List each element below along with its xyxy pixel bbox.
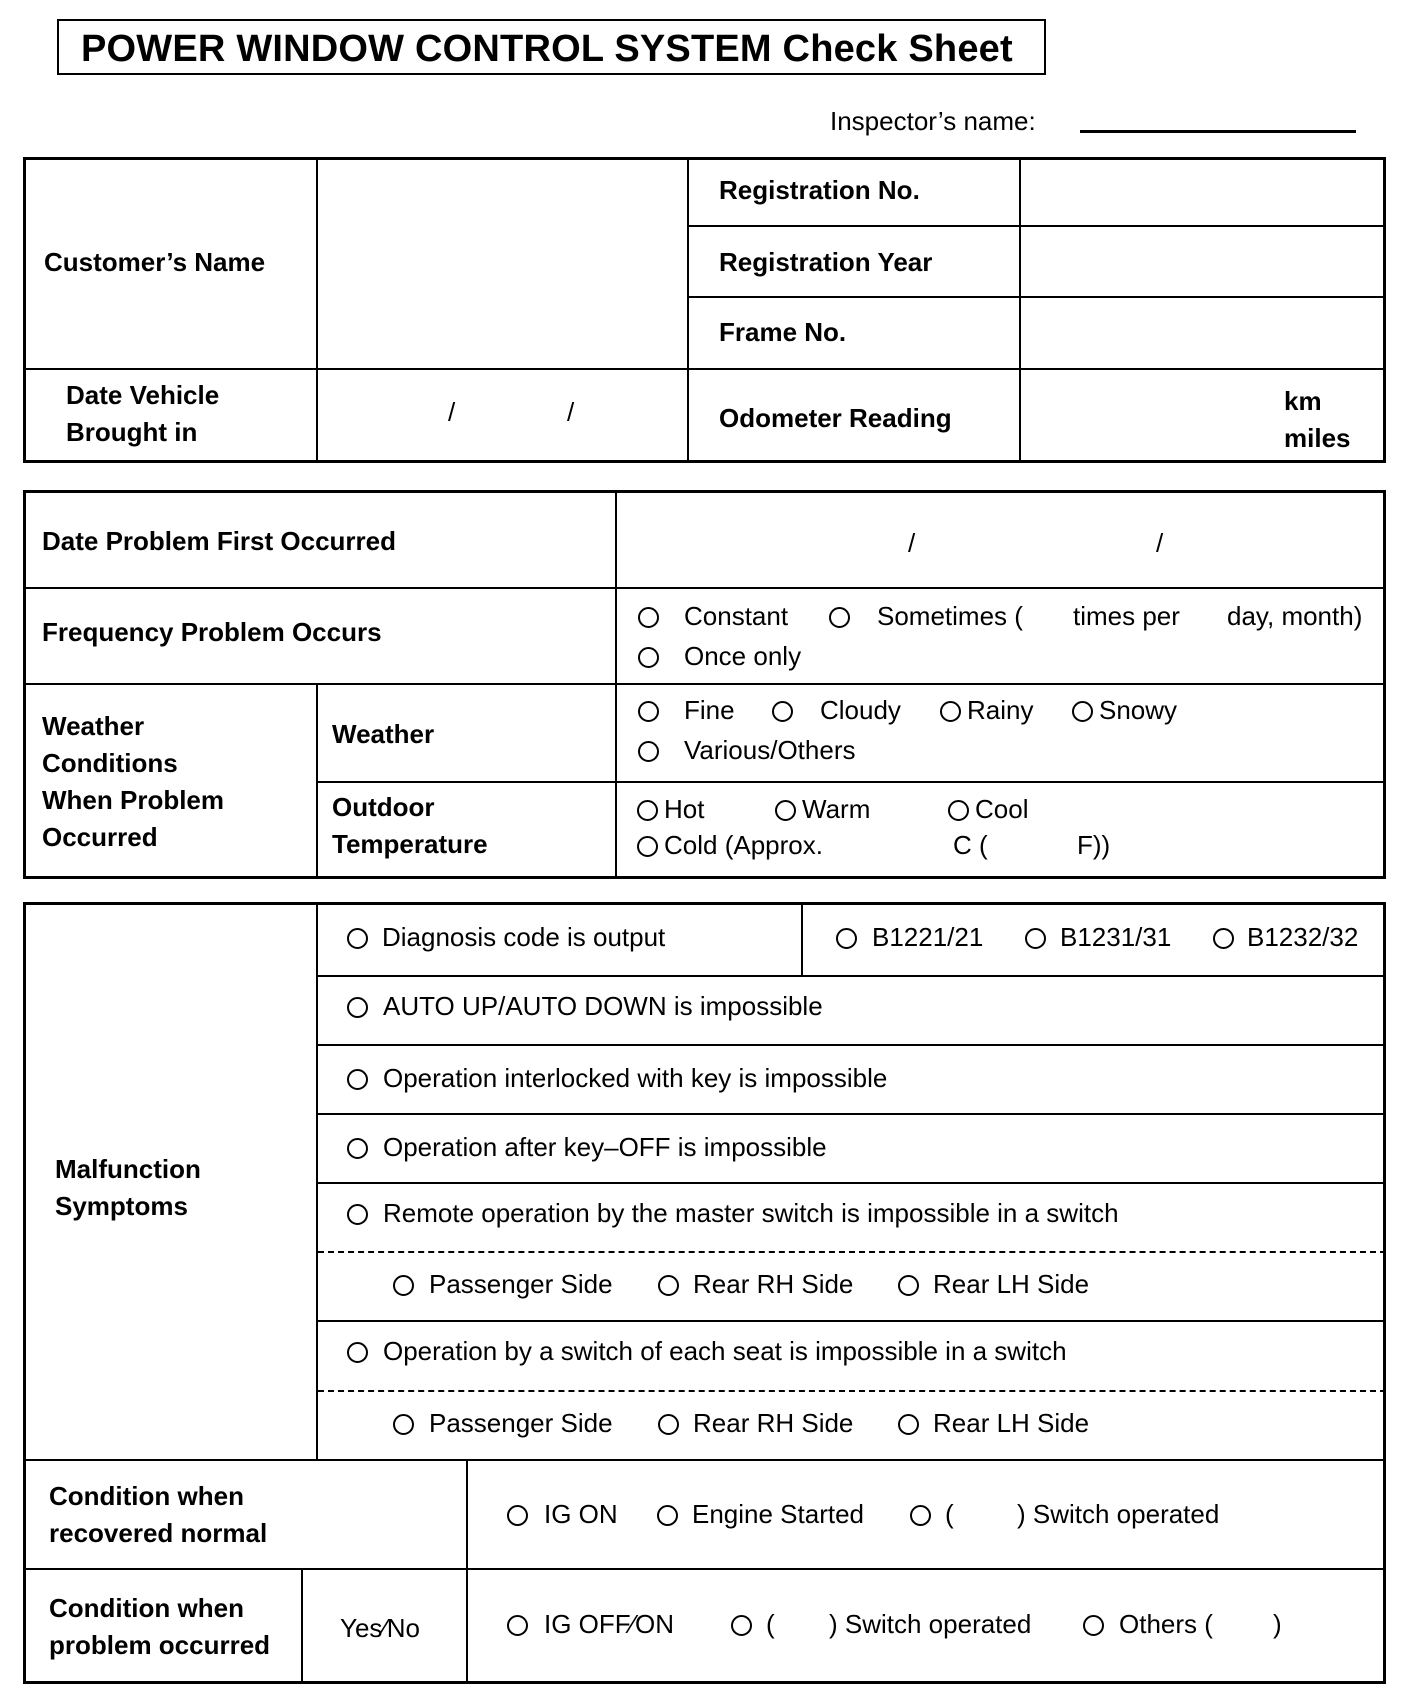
- divider: [316, 1044, 1386, 1046]
- radio-each-seat[interactable]: [347, 1342, 368, 1363]
- radio-fine[interactable]: [638, 701, 659, 722]
- radio-code-b1221[interactable]: [836, 928, 857, 949]
- seat-passenger-side-label: Passenger Side: [429, 1408, 613, 1438]
- radio-auto-up-down[interactable]: [347, 997, 368, 1018]
- title-box: [57, 19, 1046, 75]
- registration-year-field[interactable]: [1023, 229, 1381, 294]
- frequency-label: Frequency Problem Occurs: [42, 617, 382, 647]
- option-sometimes-label: Sometimes (: [877, 601, 1023, 631]
- radio-various-others[interactable]: [638, 741, 659, 762]
- radio-rainy[interactable]: [940, 701, 961, 722]
- celsius-label: C (: [953, 830, 988, 860]
- registration-year-label: Registration Year: [719, 247, 933, 277]
- weather-conditions-label-2: Conditions: [42, 748, 178, 778]
- weather-conditions-label-1: Weather: [42, 711, 145, 741]
- radio-seat-rear-lh-side[interactable]: [898, 1414, 919, 1435]
- problem-occurred-label-2: problem occurred: [49, 1630, 271, 1660]
- after-key-off-label: Operation after key–OFF is impossible: [383, 1132, 827, 1162]
- date-brought-field[interactable]: [320, 371, 684, 459]
- frame-no-label: Frame No.: [719, 317, 847, 347]
- radio-sometimes[interactable]: [829, 607, 850, 628]
- code-b1221-label: B1221/21: [872, 922, 984, 952]
- code-b1232-label: B1232/32: [1247, 922, 1359, 952]
- divider: [316, 157, 318, 463]
- times-per-label: times per: [1073, 601, 1180, 631]
- radio-cool[interactable]: [948, 800, 969, 821]
- recovered-engine-started-label: Engine Started: [692, 1499, 865, 1529]
- divider: [23, 587, 1386, 589]
- registration-no-label: Registration No.: [719, 175, 920, 205]
- radio-occurred-others[interactable]: [1083, 1615, 1104, 1636]
- yes-no-label: Yes⁄No: [340, 1613, 420, 1643]
- dashed-divider: [318, 1251, 1386, 1253]
- occurred-ig-off-on-label: IG OFF⁄ON: [544, 1609, 674, 1639]
- seat-rear-rh-side-label: Rear RH Side: [693, 1408, 854, 1438]
- inspector-label: Inspector’s name:: [830, 106, 1036, 136]
- radio-hot[interactable]: [637, 800, 658, 821]
- page-title: POWER WINDOW CONTROL SYSTEM Check Sheet: [81, 28, 1013, 70]
- radio-warm[interactable]: [775, 800, 796, 821]
- day-month-label: day, month): [1227, 601, 1363, 631]
- option-constant-label: Constant: [684, 601, 789, 631]
- unit-miles: miles: [1284, 423, 1351, 453]
- customer-name-field[interactable]: [320, 160, 684, 365]
- inspector-name-field[interactable]: [1080, 130, 1356, 133]
- recovered-switch-operated-label: ) Switch operated: [1017, 1499, 1220, 1529]
- radio-recovered-switch-operated[interactable]: [910, 1505, 931, 1526]
- seat-rear-lh-side-label: Rear LH Side: [933, 1408, 1090, 1438]
- radio-code-b1232[interactable]: [1213, 928, 1234, 949]
- option-snowy-label: Snowy: [1099, 695, 1178, 725]
- radio-remote-rear-lh-side[interactable]: [898, 1275, 919, 1296]
- weather-conditions-label-4: Occurred: [42, 822, 158, 852]
- divider: [687, 225, 1386, 227]
- unit-km: km: [1284, 386, 1322, 416]
- recovered-paren-open: (: [945, 1499, 954, 1529]
- option-cloudy-label: Cloudy: [820, 695, 901, 725]
- date-separator: /: [908, 528, 916, 558]
- divider: [687, 157, 689, 463]
- odometer-label: Odometer Reading: [719, 403, 952, 433]
- divider: [23, 368, 1386, 370]
- option-cool-label: Cool: [975, 794, 1029, 824]
- auto-up-down-label: AUTO UP/AUTO DOWN is impossible: [383, 991, 823, 1021]
- divider: [316, 975, 1386, 977]
- option-various-others-label: Various/Others: [684, 735, 856, 765]
- occurred-switch-operated-label: ) Switch operated: [829, 1609, 1032, 1639]
- radio-diagnosis-code[interactable]: [347, 928, 368, 949]
- recovered-normal-label-1: Condition when: [49, 1481, 244, 1511]
- option-hot-label: Hot: [664, 794, 705, 824]
- radio-remote-passenger-side[interactable]: [393, 1275, 414, 1296]
- odometer-field[interactable]: [1023, 371, 1273, 459]
- divider: [23, 683, 1386, 685]
- radio-recovered-engine-started[interactable]: [657, 1505, 678, 1526]
- radio-occurred-switch-operated[interactable]: [731, 1615, 752, 1636]
- problem-occurred-label-1: Condition when: [49, 1593, 244, 1623]
- divider: [23, 1459, 1386, 1461]
- radio-cold[interactable]: [637, 836, 658, 857]
- occurred-close-paren: ): [1273, 1609, 1282, 1639]
- divider: [687, 296, 1386, 298]
- radio-after-key-off[interactable]: [347, 1138, 368, 1159]
- option-rainy-label: Rainy: [967, 695, 1034, 725]
- date-first-occurred-label: Date Problem First Occurred: [42, 526, 396, 556]
- code-b1231-label: B1231/31: [1060, 922, 1172, 952]
- diagnosis-code-label: Diagnosis code is output: [382, 922, 666, 952]
- divider: [23, 1568, 1386, 1570]
- date-brought-label-line2: Brought in: [66, 417, 198, 447]
- customer-name-label: Customer’s Name: [44, 247, 266, 277]
- radio-once-only[interactable]: [638, 647, 659, 668]
- divider: [316, 1320, 1386, 1322]
- radio-occurred-ig-off-on[interactable]: [507, 1615, 528, 1636]
- malfunction-symptoms-label-1: Malfunction: [55, 1154, 201, 1184]
- frame-no-field[interactable]: [1023, 300, 1381, 366]
- divider: [316, 1182, 1386, 1184]
- divider: [801, 905, 803, 975]
- radio-constant[interactable]: [638, 607, 659, 628]
- option-once-only-label: Once only: [684, 641, 802, 671]
- occurred-paren-open: (: [766, 1609, 775, 1639]
- radio-seat-rear-rh-side[interactable]: [658, 1414, 679, 1435]
- divider: [316, 781, 1386, 783]
- key-interlock-label: Operation interlocked with key is impossible: [383, 1063, 888, 1093]
- occurred-others-label: Others (: [1119, 1609, 1213, 1639]
- fahrenheit-label: F)): [1077, 830, 1111, 860]
- each-seat-label: Operation by a switch of each seat is impossible in a switch: [383, 1336, 1067, 1366]
- divider: [301, 1568, 303, 1684]
- radio-recovered-ig-on[interactable]: [507, 1505, 528, 1526]
- radio-key-interlock[interactable]: [347, 1069, 368, 1090]
- remote-master-label: Remote operation by the master switch is impossible in a switch: [383, 1198, 1119, 1228]
- malfunction-symptoms-label-2: Symptoms: [55, 1191, 188, 1221]
- radio-snowy[interactable]: [1072, 701, 1093, 722]
- registration-no-field[interactable]: [1023, 160, 1381, 223]
- recovered-normal-label-2: recovered normal: [49, 1518, 268, 1548]
- option-warm-label: Warm: [802, 794, 871, 824]
- radio-cloudy[interactable]: [772, 701, 793, 722]
- divider: [466, 1459, 468, 1684]
- divider: [316, 1113, 1386, 1115]
- radio-remote-master[interactable]: [347, 1204, 368, 1225]
- recovered-ig-on-label: IG ON: [544, 1499, 618, 1529]
- divider: [316, 902, 318, 1459]
- weather-label: Weather: [332, 719, 435, 749]
- divider: [1019, 157, 1021, 463]
- remote-rear-lh-side-label: Rear LH Side: [933, 1269, 1090, 1299]
- option-cold-label: Cold (Approx.: [664, 830, 823, 860]
- radio-remote-rear-rh-side[interactable]: [658, 1275, 679, 1296]
- date-separator: /: [448, 397, 456, 427]
- date-separator: /: [1156, 528, 1164, 558]
- weather-conditions-label-3: When Problem: [42, 785, 225, 815]
- date-brought-label-line1: Date Vehicle: [66, 380, 220, 410]
- date-first-occurred-field[interactable]: [619, 493, 1383, 585]
- date-separator: /: [567, 397, 575, 427]
- outdoor-temperature-label-2: Temperature: [332, 829, 488, 859]
- remote-passenger-side-label: Passenger Side: [429, 1269, 613, 1299]
- option-fine-label: Fine: [684, 695, 735, 725]
- outdoor-temperature-label-1: Outdoor: [332, 792, 435, 822]
- radio-code-b1231[interactable]: [1025, 928, 1046, 949]
- radio-seat-passenger-side[interactable]: [393, 1414, 414, 1435]
- dashed-divider: [318, 1390, 1386, 1392]
- remote-rear-rh-side-label: Rear RH Side: [693, 1269, 854, 1299]
